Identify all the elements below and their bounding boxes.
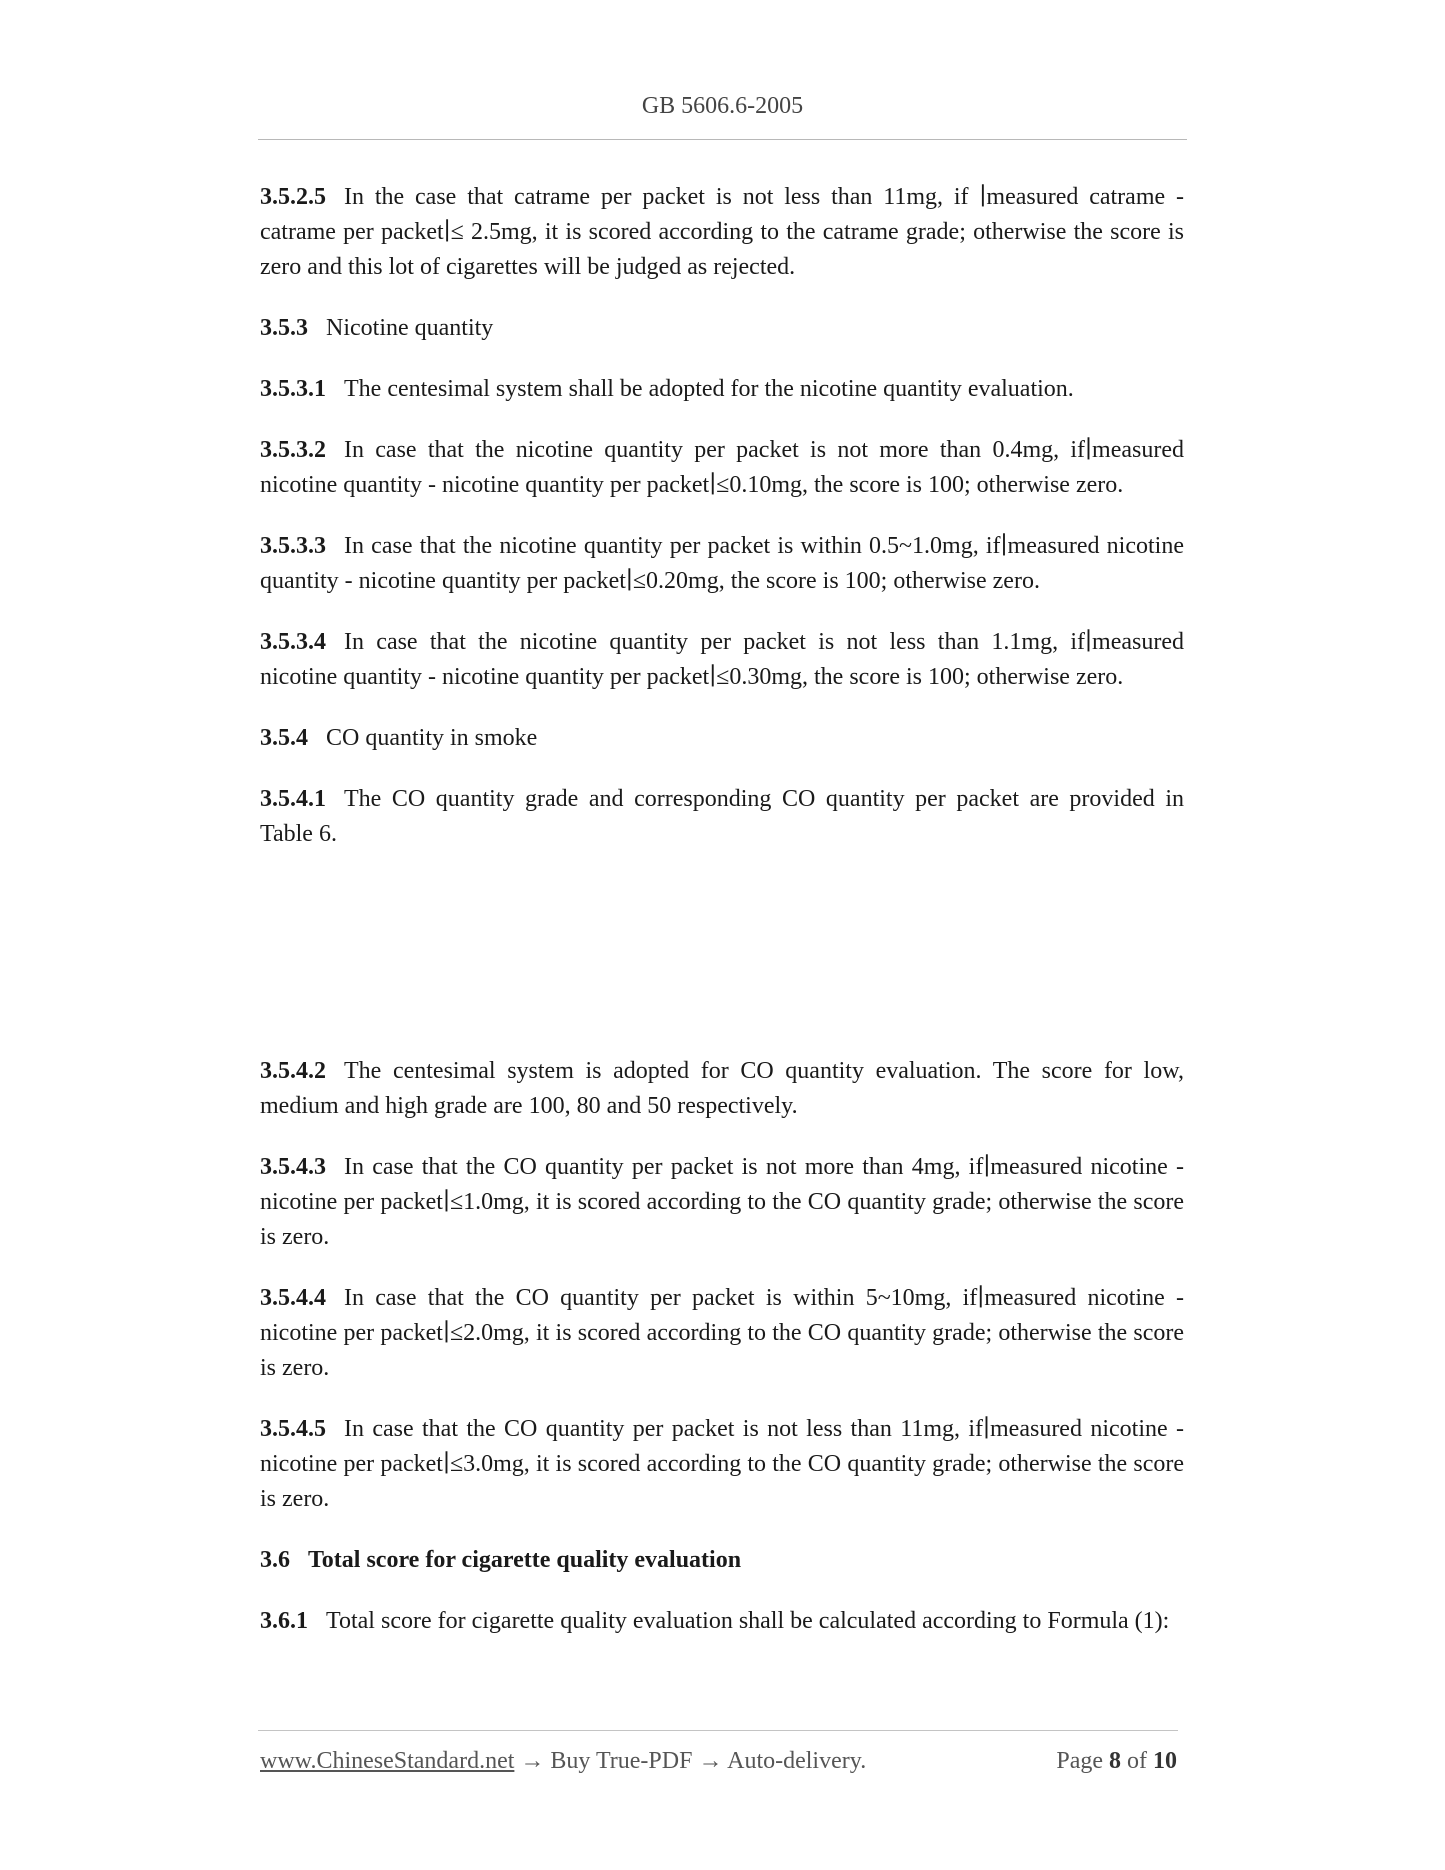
clause-number: 3.5.3.2 — [260, 437, 326, 463]
clause-text: In case that the CO quantity per packet is not more than 4mg, if∣measured nicotine - nicotine per packet∣≤1.0mg, it is scored according to the CO quantity grade; otherwise the score is zero. — [260, 1154, 1184, 1250]
page-of: of — [1127, 1748, 1147, 1774]
clause-number: 3.5.3.1 — [260, 376, 326, 402]
clause-text: In case that the nicotine quantity per packet is within 0.5~1.0mg, if∣measured nicotine quantity - nicotine quantity per packet∣≤0.20mg, the score is 100; otherwise zero. — [260, 533, 1184, 594]
clause-3-5-4-4 — [260, 1281, 1184, 1386]
clause-text: Total score for cigarette quality evaluation shall be calculated according to Formula (1): — [326, 1608, 1170, 1634]
clause-3-5-4-5 — [260, 1412, 1184, 1517]
clause-number: 3.5.4.1 — [260, 786, 326, 812]
clause-3-5-3 — [260, 311, 1184, 346]
table-6-placeholder-space — [260, 878, 1184, 1054]
clause-3-5-3-2 — [260, 433, 1184, 503]
footer-divider — [258, 1730, 1178, 1731]
clause-3-5-4 — [260, 721, 1184, 756]
footer-links-text: → Buy True-PDF → Auto-delivery. — [520, 1748, 867, 1774]
clause-text: In case that the CO quantity per packet is not less than 11mg, if∣measured nicotine - nicotine per packet∣≤3.0mg, it is scored according to the CO quantity grade; otherwise the score is zero. — [260, 1416, 1184, 1512]
page-label: Page — [1056, 1748, 1103, 1774]
clause-text: CO quantity in smoke — [326, 725, 538, 751]
page-header-title: GB 5606.6-2005 — [641, 93, 804, 119]
clause-text: In case that the nicotine quantity per packet is not more than 0.4mg, if∣measured nicotine quantity - nicotine quantity per packet∣≤0.10mg, the score is 100; otherwise zero. — [260, 437, 1184, 498]
clause-number: 3.5.3 — [260, 315, 308, 341]
clause-text: The centesimal system shall be adopted for the nicotine quantity evaluation. — [344, 376, 1074, 402]
clause-text: In the case that catrame per packet is not less than 11mg, if ∣measured catrame - catrame per packet∣≤ 2.5mg, it is scored according to the catrame grade; otherwise the score is zero and this lot of cigarettes will be judged as rejected. — [260, 184, 1184, 280]
clause-number: 3.5.4.5 — [260, 1416, 326, 1442]
clause-text: The centesimal system is adopted for CO quantity evaluation. The score for low, medium and high grade are 100, 80 and 50 respectively. — [260, 1058, 1184, 1119]
clause-number: 3.5.4.2 — [260, 1058, 326, 1084]
clause-number: 3.5.4.4 — [260, 1285, 326, 1311]
page-current: 8 — [1109, 1748, 1121, 1774]
clause-3-5-4-3 — [260, 1150, 1184, 1255]
clause-3-5-3-3 — [260, 529, 1184, 599]
clause-3-5-3-1 — [260, 372, 1184, 407]
clause-text: Total score for cigarette quality evaluation — [308, 1547, 742, 1573]
clause-3-5-2-5 — [260, 180, 1184, 285]
clause-number: 3.5.4 — [260, 725, 308, 751]
clause-number: 3.6 — [260, 1547, 290, 1573]
clause-3-6-1 — [260, 1604, 1184, 1639]
clause-text: Nicotine quantity — [326, 315, 494, 341]
section-3-6-heading — [260, 1543, 1184, 1578]
clause-number: 3.5.4.3 — [260, 1154, 326, 1180]
clause-number: 3.5.3.4 — [260, 629, 326, 655]
clause-text: In case that the CO quantity per packet is within 5~10mg, if∣measured nicotine - nicotine per packet∣≤2.0mg, it is scored according to the CO quantity grade; otherwise the score is zero. — [260, 1285, 1184, 1381]
clause-number: 3.5.2.5 — [260, 184, 326, 210]
clause-3-5-4-2 — [260, 1054, 1184, 1124]
clause-number: 3.6.1 — [260, 1608, 308, 1634]
header-divider — [258, 139, 1187, 140]
document-body — [260, 180, 1184, 1665]
site-link[interactable]: www.ChineseStandard.net — [260, 1748, 515, 1774]
footer-links — [260, 1748, 866, 1775]
page-indicator — [1056, 1748, 1177, 1775]
clause-3-5-4-1 — [260, 782, 1184, 852]
clause-text: The CO quantity grade and corresponding CO quantity per packet are provided in Table 6. — [260, 786, 1184, 847]
clause-text: In case that the nicotine quantity per packet is not less than 1.1mg, if∣measured nicotine quantity - nicotine quantity per packet∣≤0.30mg, the score is 100; otherwise zero. — [260, 629, 1184, 690]
page-total: 10 — [1153, 1748, 1177, 1774]
clause-3-5-3-4 — [260, 625, 1184, 695]
clause-number: 3.5.3.3 — [260, 533, 326, 559]
